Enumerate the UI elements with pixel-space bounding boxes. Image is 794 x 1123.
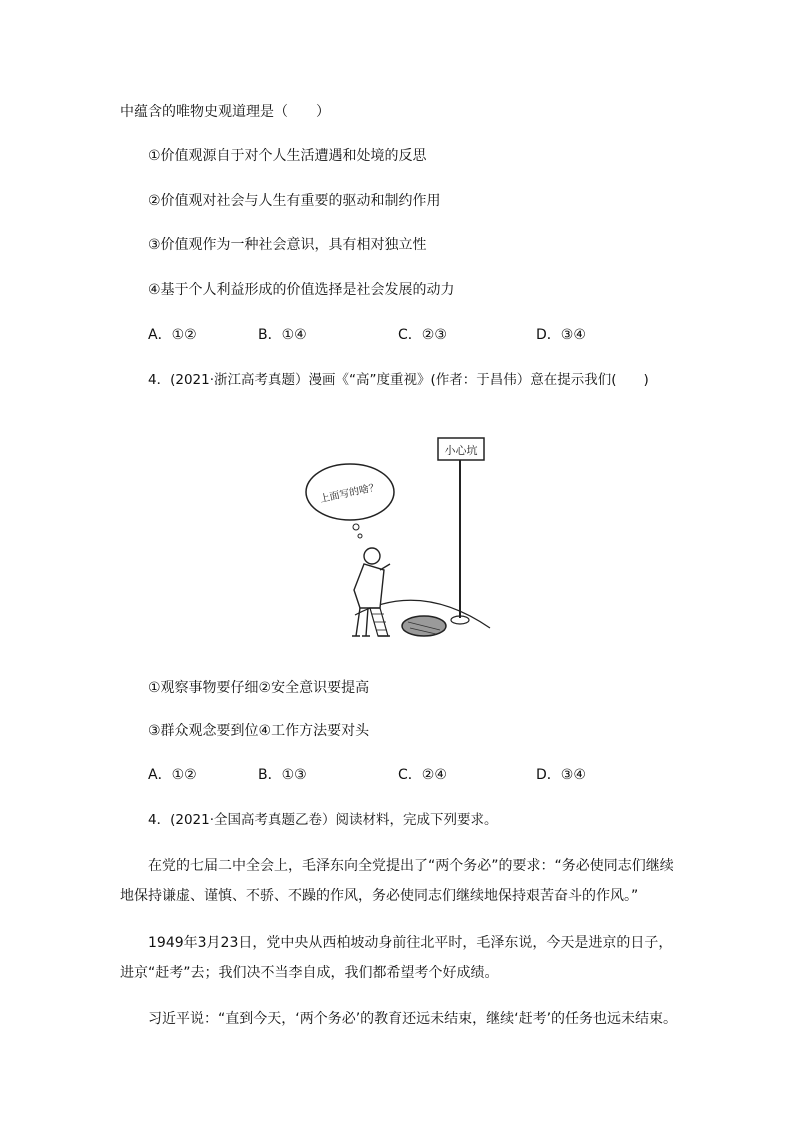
q3-statement-3: ③价值观作为一种社会意识，具有相对独立性	[148, 237, 427, 253]
q4-statements-1-2: ①观察事物要仔细②安全意识要提高	[148, 680, 370, 696]
question-3-stem-tail: 中蕴含的唯物史观道理是（ ）	[120, 104, 330, 120]
q4-option-b: B．①③	[258, 767, 307, 783]
q3-statement-1: ①价值观源自于对个人生活遭遇和处境的反思	[148, 148, 427, 164]
q3-option-c: C．②③	[398, 327, 447, 343]
material-paragraph-2: 1949年3月23日，党中央从西柏坡动身前往北平时，毛泽东说，今天是进京的日子，进京“赶考”去；我们决不当李自成，我们都希望考个好成绩。	[120, 935, 673, 981]
bubble-text: 上面写的啥？	[318, 481, 380, 506]
q4-option-a: A．①②	[148, 767, 197, 783]
material-paragraph-3: 习近平说：“直到今天，‘两个务必’的教育还远未结束，继续‘赶考’的任务也远未结束。	[148, 1011, 678, 1027]
material-paragraph-1: 在党的七届二中全会上，毛泽东向全党提出了“两个务必”的要求：“务必使同志们继续地保持谦虚、谨慎、不骄、不躁的作风，务必使同志们继续地保持艰苦奋斗的作风。”	[120, 858, 674, 904]
q3-statement-4: ④基于个人利益形成的价值选择是社会发展的动力	[148, 282, 455, 298]
sign-text: 小心坑	[444, 444, 478, 457]
person-figure	[352, 548, 390, 636]
cartoon-illustration	[300, 430, 500, 655]
q3-option-b: B．①④	[258, 327, 307, 343]
q3-option-a: A．①②	[148, 327, 197, 343]
q4-option-d: D．③④	[536, 767, 586, 783]
question-5-stem: 4．(2021·全国高考真题乙卷）阅读材料，完成下列要求。	[148, 812, 498, 828]
question-4-stem: 4．(2021·浙江高考真题）漫画《“高”度重视》(作者：于昌伟）意在提示我们( )	[148, 372, 649, 388]
q4-statements-3-4: ③群众观念要到位④工作方法要对头	[148, 723, 370, 739]
q3-option-d: D．③④	[536, 327, 586, 343]
q4-option-c: C．②④	[398, 767, 447, 783]
q3-options	[0, 325, 794, 345]
q4-options	[0, 765, 794, 785]
q3-statement-2: ②价值观对社会与人生有重要的驱动和制约作用	[148, 193, 441, 209]
